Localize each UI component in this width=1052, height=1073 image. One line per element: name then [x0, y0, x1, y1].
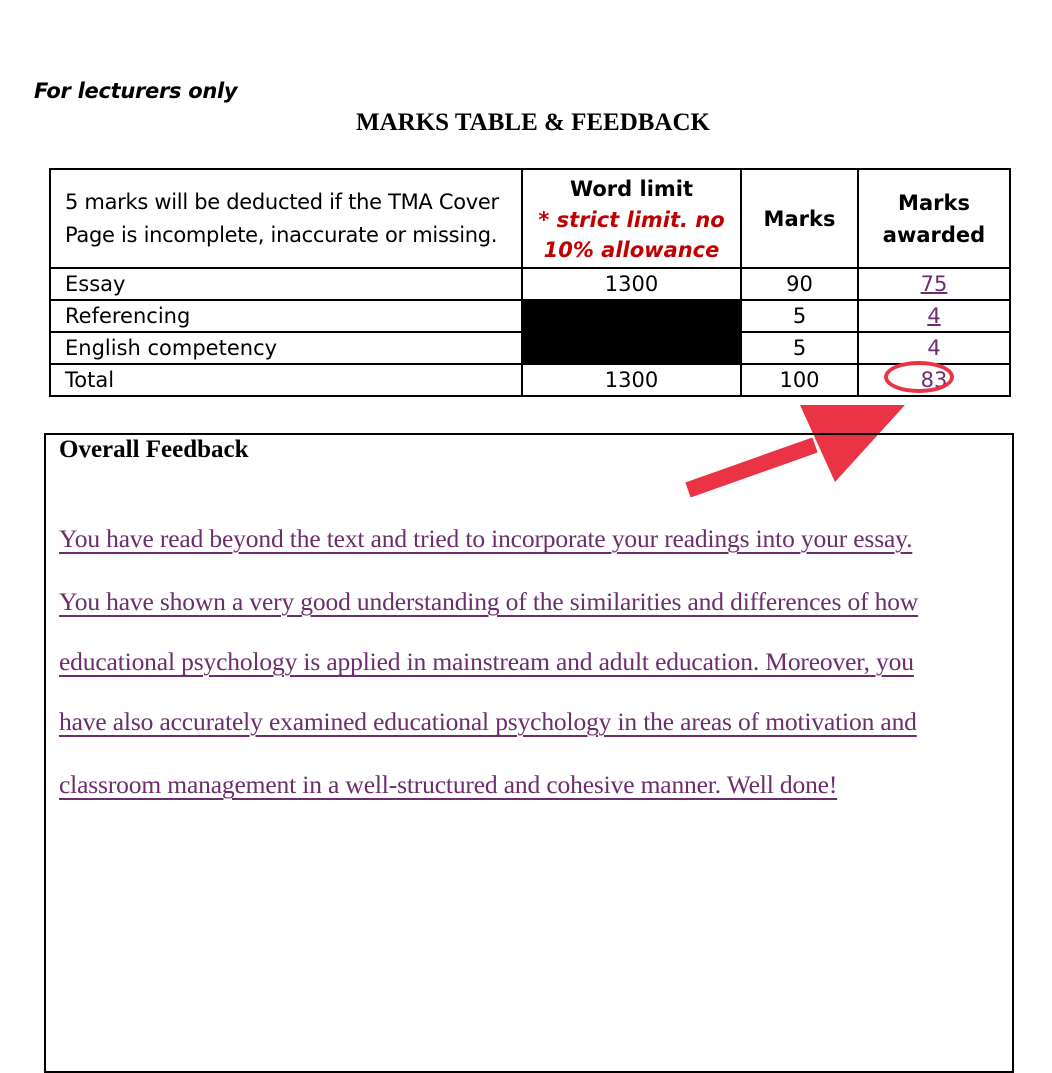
awarded-cell — [858, 364, 1010, 396]
awarded-value: 75 — [920, 272, 948, 296]
table-row — [50, 300, 1010, 332]
for-lecturers-label: For lecturers only — [34, 79, 238, 103]
marks-cell: 90 — [741, 268, 858, 300]
feedback-line: You have shown a very good understanding of the similarities and differences of how — [59, 587, 919, 616]
table-row — [50, 268, 1010, 300]
total-awarded-value: 83 — [920, 368, 948, 392]
highlight-circle-annotation — [884, 361, 954, 393]
feedback-line: have also accurately examined educational psychology in the areas of motivation and — [59, 707, 917, 736]
cover-page-note: 5 marks will be deducted if the TMA Cover Page is incomplete, inaccurate or missing. — [50, 169, 522, 268]
table-row — [50, 332, 1010, 364]
awarded-cell — [858, 300, 1010, 332]
awarded-cell — [858, 332, 1010, 364]
marks-cell: 100 — [741, 364, 858, 396]
feedback-line: educational psychology is applied in mainstream and adult education. Moreover, you — [59, 647, 914, 676]
marks-cell: 5 — [741, 332, 858, 364]
awarded-value: 4 — [927, 304, 941, 328]
feedback-box — [44, 433, 1014, 1073]
feedback-title: Overall Feedback — [59, 436, 249, 463]
word-limit-cell: 1300 — [522, 364, 741, 396]
table-header-row — [50, 169, 1010, 268]
marks-cell: 5 — [741, 300, 858, 332]
redacted-cell — [522, 332, 741, 364]
row-label: English competency — [50, 332, 522, 364]
word-limit-label: Word limit — [569, 176, 694, 201]
page-title: MARKS TABLE & FEEDBACK — [356, 109, 710, 136]
word-limit-header — [522, 169, 741, 268]
feedback-line: classroom management in a well-structured and cohesive manner. Well done! — [59, 770, 838, 799]
row-label: Total — [50, 364, 522, 396]
word-limit-cell: 1300 — [522, 268, 741, 300]
awarded-cell — [858, 268, 1010, 300]
total-awarded-wrap — [921, 365, 948, 395]
awarded-value: 4 — [927, 336, 941, 360]
redacted-cell — [522, 300, 741, 332]
marks-header: Marks — [741, 169, 858, 268]
marks-awarded-header: Marks awarded — [858, 169, 1010, 268]
table-row — [50, 364, 1010, 396]
row-label: Essay — [50, 268, 522, 300]
strict-limit-note: * strict limit. no 10% allowance — [538, 207, 725, 262]
feedback-line: You have read beyond the text and tried to incorporate your readings into your essay. — [59, 524, 913, 553]
marks-table — [49, 168, 1011, 397]
row-label: Referencing — [50, 300, 522, 332]
